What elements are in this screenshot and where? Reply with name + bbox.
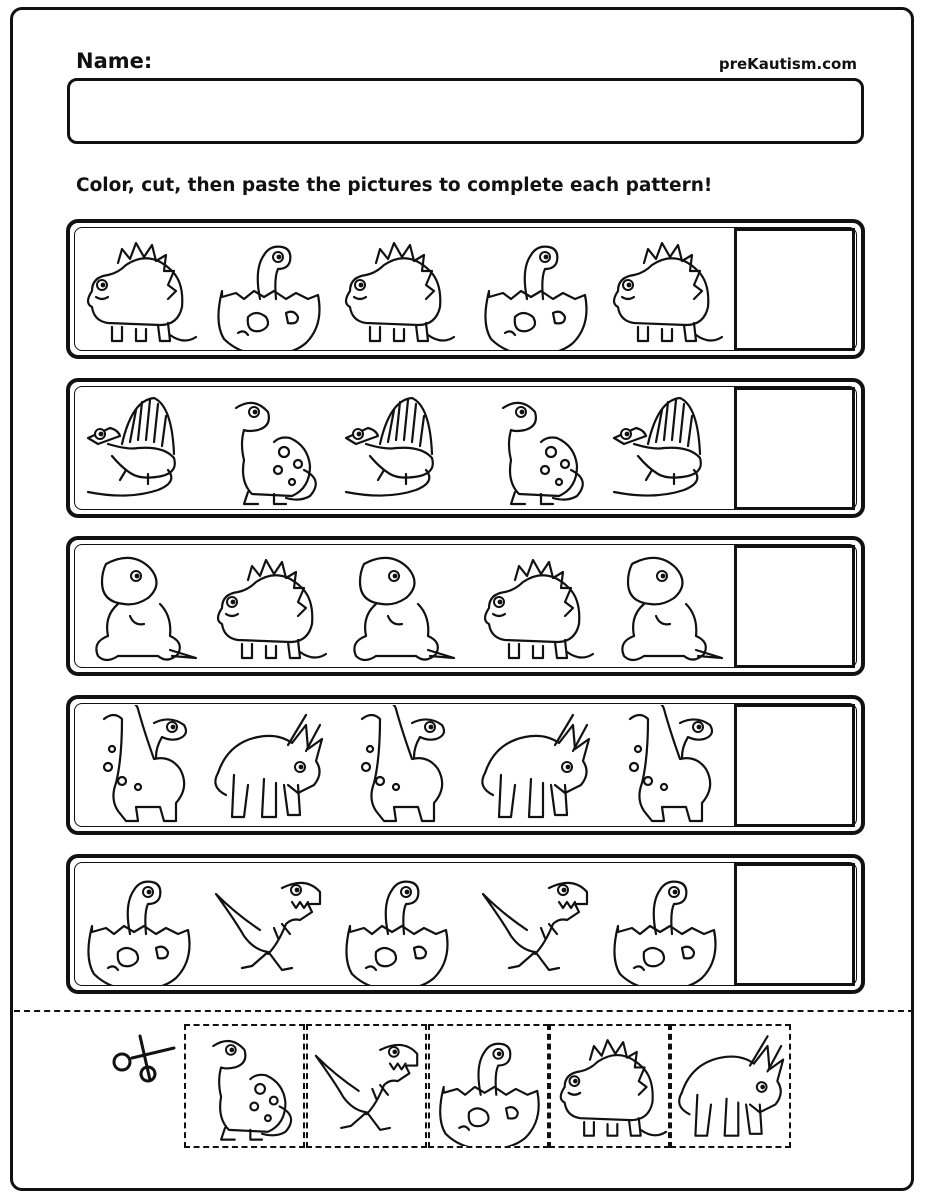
stegosaurus-drawing [208,546,328,668]
pattern-row [66,536,865,676]
scissors-icon [108,1028,178,1088]
stegosaurus-picture [336,229,456,351]
dimetrodon-drawing [78,388,198,510]
t-rex-cutout[interactable] [306,1024,427,1148]
triceratops-picture [475,705,595,827]
brontosaurus-picture [604,705,724,827]
triceratops-cutout[interactable] [670,1024,791,1148]
name-field[interactable] [67,78,864,144]
t-rex-drawing [208,864,328,986]
baby-dino-drawing [78,546,198,668]
answer-box[interactable] [734,704,855,827]
hatching-dino-picture [604,864,724,986]
baby-dino-picture [604,546,724,668]
brontosaurus-picture [78,705,198,827]
hatching-dino-drawing [604,864,724,986]
brontosaurus-drawing [78,705,198,827]
hatching-dino-cutout[interactable] [428,1024,549,1148]
hatching-dino-drawing [336,864,456,986]
stegosaurus-drawing [78,229,198,351]
stegosaurus-picture [208,546,328,668]
t-rex-picture [475,864,595,986]
site-url: preKautism.com [718,55,857,73]
stegosaurus-cutout[interactable] [549,1024,670,1148]
hatching-dino-picture [475,229,595,351]
triceratops-drawing [672,1026,789,1146]
baby-dino-drawing [604,546,724,668]
spotted-dino-drawing [186,1026,303,1146]
pattern-row [66,219,865,359]
answer-box[interactable] [734,228,855,351]
dimetrodon-picture [336,388,456,510]
dimetrodon-picture [604,388,724,510]
brontosaurus-drawing [604,705,724,827]
cut-line [14,1010,914,1012]
hatching-dino-drawing [475,229,595,351]
hatching-dino-picture [78,864,198,986]
triceratops-drawing [475,705,595,827]
answer-box[interactable] [734,863,855,986]
dimetrodon-drawing [604,388,724,510]
answer-box[interactable] [734,387,855,510]
spotted-dino-drawing [208,388,328,510]
baby-dino-picture [78,546,198,668]
brontosaurus-drawing [336,705,456,827]
pattern-row [66,695,865,835]
triceratops-picture [208,705,328,827]
hatching-dino-drawing [208,229,328,351]
t-rex-drawing [308,1026,425,1146]
spotted-dino-picture [208,388,328,510]
baby-dino-picture [336,546,456,668]
t-rex-picture [208,864,328,986]
stegosaurus-drawing [551,1026,668,1146]
name-label: Name: [76,49,153,73]
pattern-row [66,854,865,994]
answer-box[interactable] [734,545,855,668]
spotted-dino-cutout[interactable] [184,1024,305,1148]
stegosaurus-picture [604,229,724,351]
pattern-row [66,378,865,518]
stegosaurus-drawing [336,229,456,351]
spotted-dino-picture [475,388,595,510]
dimetrodon-drawing [336,388,456,510]
instructions: Color, cut, then paste the pictures to complete each pattern! [76,175,713,196]
spotted-dino-drawing [475,388,595,510]
hatching-dino-drawing [78,864,198,986]
hatching-dino-picture [336,864,456,986]
stegosaurus-drawing [475,546,595,668]
hatching-dino-drawing [430,1026,547,1146]
hatching-dino-picture [208,229,328,351]
stegosaurus-drawing [604,229,724,351]
stegosaurus-picture [78,229,198,351]
dimetrodon-picture [78,388,198,510]
t-rex-drawing [475,864,595,986]
brontosaurus-picture [336,705,456,827]
triceratops-drawing [208,705,328,827]
stegosaurus-picture [475,546,595,668]
baby-dino-drawing [336,546,456,668]
